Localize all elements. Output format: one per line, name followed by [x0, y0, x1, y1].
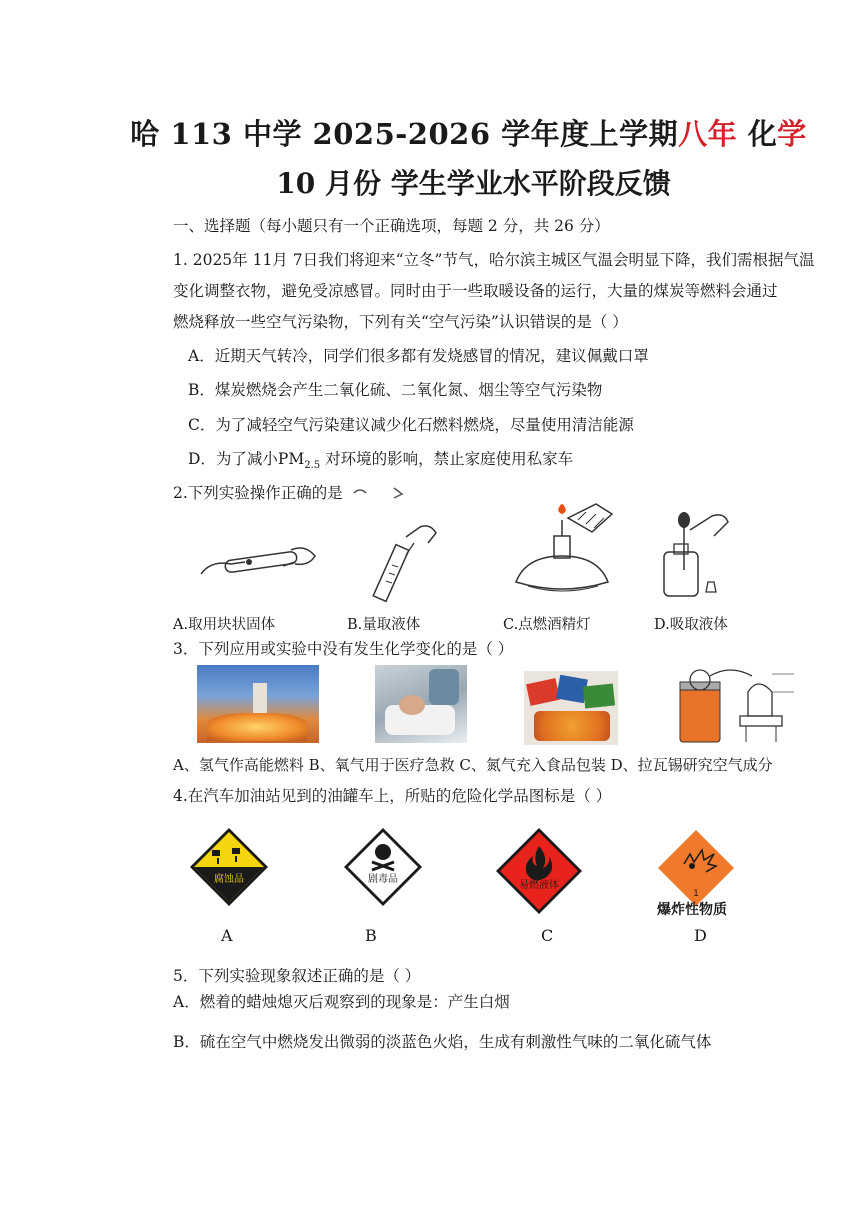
q1-option-c: C．为了减轻空气污染建议减少化石燃料燃烧，尽量使用清洁能源 — [188, 416, 634, 434]
q2-stem: 2.下列实验操作正确的是 — [173, 484, 343, 502]
q1-option-a: A．近期天气转冷，同学们很多都有发烧感冒的情况，建议佩戴口罩 — [188, 347, 649, 365]
q4-letter-a: A — [221, 926, 233, 945]
graduated-cylinder-illustration — [370, 515, 450, 605]
page-title — [0, 112, 867, 153]
food-packaging-photo — [524, 671, 618, 745]
q2-caption-a: A.取用块状固体 — [173, 617, 276, 633]
q1-option-d-post: 对环境的影响，禁止家庭使用私家车 — [320, 450, 574, 468]
q1-option-d-sub: 2.5 — [304, 460, 321, 472]
q1-option-d — [188, 447, 573, 471]
section-heading: 一、选择题（每小题只有一个正确选项，每题 2 分，共 26 分） — [173, 217, 610, 235]
q4-stem: 4.在汽车加油站见到的油罐车上，所贴的危险化学品图标是（ ） — [173, 787, 612, 805]
explosive-sign-caption: 爆炸性物质 — [657, 902, 727, 918]
rocket-launch-photo — [197, 665, 319, 743]
title-grade: 八年 — [678, 117, 738, 151]
q1-option-d-pre: D．为了减小PM — [188, 450, 305, 468]
lavoisier-apparatus-illustration — [672, 662, 798, 748]
q5-option-b: B．硫在空气中燃烧发出微弱的淡蓝色火焰，生成有刺激性气味的二氧化硫气体 — [173, 1033, 712, 1051]
title-subject-a: 化 — [737, 117, 778, 151]
q4-letter-c: C — [541, 926, 554, 945]
dropper-bottle-illustration — [650, 500, 730, 605]
q3-stem: 3．下列应用或实验中没有发生化学变化的是（ ） — [173, 640, 514, 658]
q5-stem: 5．下列实验现象叙述正确的是（ ） — [173, 967, 421, 985]
q1-line1: 1. 2025年 11月 7日我们将迎来“立冬”节气，哈尔滨主城区气温会明显下降，我们需根据气温 — [173, 251, 815, 269]
q4-letter-d: D — [694, 926, 707, 945]
test-tube-solid-illustration — [195, 540, 325, 590]
q2-caption-d: D.吸取液体 — [654, 617, 728, 633]
toxic-sign-label: 剧毒品 — [368, 874, 398, 885]
q5-option-a: A．燃着的蜡烛熄灭后观察到的现象是：产生白烟 — [173, 993, 510, 1011]
title-subject-b: 学 — [777, 117, 807, 151]
toxic-sign — [342, 826, 424, 908]
q1-line3: 燃烧释放一些空气污染物，下列有关“空气污染”认识错误的是（ ） — [173, 313, 628, 331]
flammable-sign-label: 易燃液体 — [519, 880, 559, 891]
q2-caption-c: C.点燃酒精灯 — [503, 617, 591, 633]
medical-oxygen-photo — [375, 665, 467, 743]
flammable-liquid-sign — [494, 826, 584, 916]
q2-caption-b: B.量取液体 — [347, 617, 421, 633]
corrosive-sign-label: 腐蚀品 — [214, 874, 244, 885]
q1-line2: 变化调整衣物，避免受凉感冒。同时由于一些取暖设备的运行，大量的煤炭等燃料会通过 — [173, 282, 778, 300]
q1-option-b: B．煤炭燃烧会产生二氧化硫、二氧化氮、烟尘等空气污染物 — [188, 381, 603, 399]
q4-letter-b: B — [365, 926, 377, 945]
alcohol-lamp-illustration — [508, 490, 618, 605]
title-main: 哈 113 中学 2025-2026 学年度上学期 — [130, 117, 679, 151]
corrosive-sign — [188, 826, 270, 908]
page-subtitle: 10 月份 学生学业水平阶段反馈 — [276, 167, 671, 200]
explosive-sign-number: 1 — [693, 889, 699, 899]
q3-options: A、氢气作高能燃料 B、氧气用于医疗急救 C、氮气充入食品包装 D、拉瓦锡研究空气成分 — [173, 756, 773, 774]
explosive-sign — [654, 826, 738, 910]
ink-marks — [350, 484, 410, 502]
